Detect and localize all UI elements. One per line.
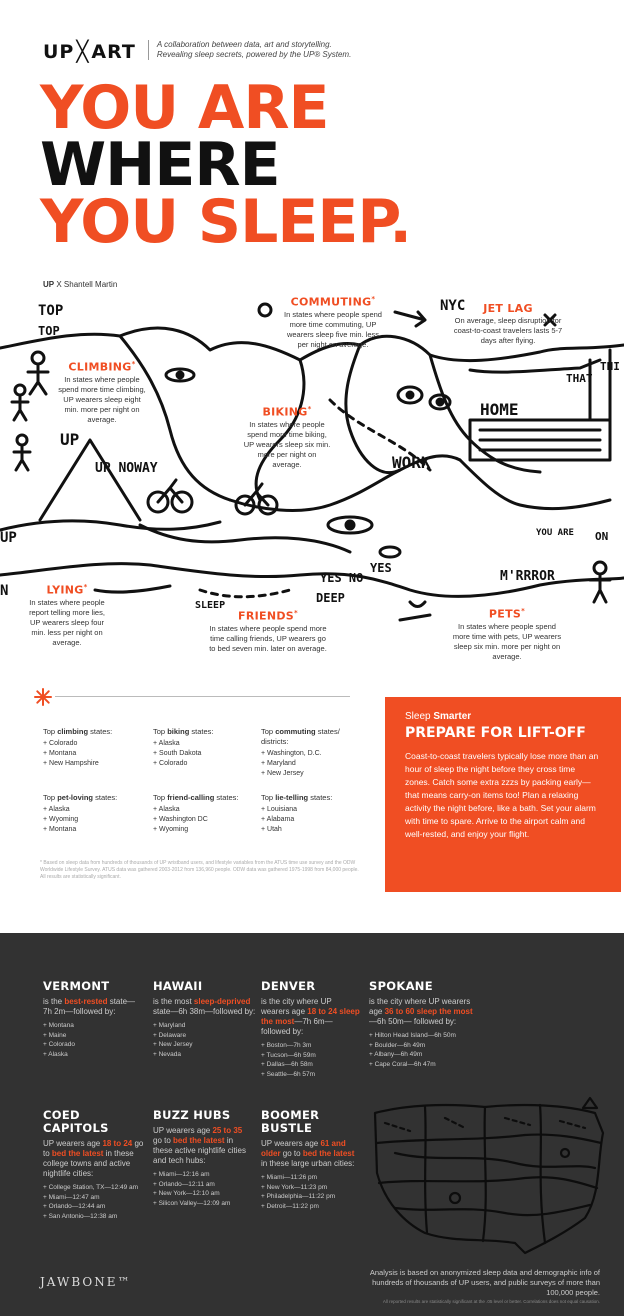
- word-work: WORK: [392, 453, 431, 472]
- word-n: N: [0, 583, 9, 599]
- section-divider: [55, 696, 350, 697]
- us-map-drawing: [365, 1093, 610, 1258]
- callout-commuting: COMMUTING* In states where people spend more time commuting, UP wearers sleep five min. less per night on average.: [284, 295, 382, 349]
- top-biking-states: Top biking states: + Alaska + South Dakota + Colorado: [153, 727, 214, 767]
- jawbone-logo: JAWBONE™: [40, 1275, 132, 1289]
- word-yes-no: YES NO: [320, 571, 364, 585]
- up-x-art-logo: UP ╳ ART: [43, 39, 136, 63]
- sleep-smarter-title: PREPARE FOR LIFT-OFF: [405, 725, 586, 741]
- word-top: TOP: [38, 303, 64, 319]
- word-on: ON: [595, 530, 609, 543]
- buzz-hubs-block: BUZZ HUBS UP wearers age 25 to 35 go to bed the latest in these active nightlife cities and tech hubs: + Miami—12:16 am + Orlando—12:11 am + New York—12:10 am + Silicon Valley—12:09 am: [153, 1108, 246, 1207]
- word-yes: YES: [370, 561, 392, 575]
- word-mirror: M'RRROR: [500, 569, 555, 584]
- hawaii-block: HAWAII is the most sleep-deprived state—6h 38m—followed by: + Maryland + Delaware + New Jersey + Nevada: [153, 979, 256, 1058]
- word-that: THAT: [566, 372, 593, 385]
- word-up-noway: UP NOWAY: [95, 461, 158, 476]
- word-this: THI: [600, 360, 620, 373]
- word-you-are: YOU ARE: [536, 528, 574, 538]
- coed-capitols-block: COED CAPITOLS UP wearers age 18 to 24 go to bed the latest in these college towns and active nightlife cities: + College Station, TX—12:49 am + Miami—12:47 am + Orlando—12:44 am + San Antonio—12:38 am: [43, 1108, 144, 1220]
- callout-climbing: CLIMBING* In states where people spend more time climbing, UP wearers sleep eight min. more per night on average.: [58, 360, 146, 424]
- word-top-2: TOP: [38, 324, 60, 338]
- analysis-note: Analysis is based on anonymized sleep data and demographic info of hundreds of thousands of UP users, and public surveys of more than 100,000 people. All reported results are statistically significant at the .05 level or better. Correlations does not equal causation.: [369, 1268, 600, 1304]
- vermont-block: VERMONT is the best-rested state— 7h 2m—followed by: + Montana + Maine + Colorado + Alaska: [43, 979, 136, 1058]
- callout-biking: BIKING* In states where people spend more time biking, UP wearers sleep six min. more per night on average.: [243, 405, 331, 469]
- footnote: * Based on sleep data from hundreds of thousands of UP wristband users, and lifestyle variables from the ATUS time use survey and the ODW Worldwide Lifestyle Survey. ATUS data was gathered 2003-2012 from 136,960 people. ODW data was gathered 1975-1998 from 84,000 people. All results are statistically significant.: [40, 860, 359, 880]
- callout-friends: FRIENDS* In states where people spend more time calling friends, UP wearers go to bed seven min. later on average.: [209, 609, 327, 653]
- brand-row: [43, 40, 368, 63]
- callout-jet-lag: JET LAG On average, sleep disruption for coast-to-coast travelers lasts 5-7 days after flying.: [453, 302, 563, 345]
- top-commuting-states: Top commuting states/ districts: + Washington, D.C. + Maryland + New Jersey: [261, 727, 340, 777]
- spokane-block: SPOKANE is the city where UP wearers age 36 to 60 sleep the most—6h 50m— followed by: + Hilton Head Island—6h 50m + Boulder—6h 49m + Albany—6h 49m + Cape Coral—6h 47m: [369, 979, 473, 1068]
- asterisk-icon: [34, 688, 52, 706]
- word-up-2: UP: [0, 530, 17, 546]
- word-nyc: NYC: [440, 298, 466, 314]
- denver-block: DENVER is the city where UP wearers age 18 to 24 sleep the most—7h 6m— followed by: + Boston—7h 3m + Tucson—6h 59m + Dallas—6h 58m + Seattle—6h 57m: [261, 979, 360, 1078]
- word-deep: DEEP: [316, 591, 345, 605]
- word-home: HOME: [480, 400, 519, 419]
- top-climbing-states: Top climbing states: + Colorado + Montana + New Hampshire: [43, 727, 113, 767]
- word-sleep: SLEEP: [195, 600, 226, 611]
- boomer-bustle-block: BOOMER BUSTLE UP wearers age 61 and older go to bed the latest in these large urban cities: + Miami—11:26 pm + New York—11:23 pm + Philadelphia—11:22 pm + Detroit—11:22 pm: [261, 1108, 355, 1210]
- tagline: A collaboration between data, art and storytelling. Revealing sleep secrets, powered by the UP® System.: [148, 40, 368, 60]
- top-lie-telling-states: Top lie-telling states: + Louisiana + Alabama + Utah: [261, 793, 333, 833]
- main-headline: YOU ARE WHERE YOU SLEEP.: [40, 73, 412, 257]
- top-friend-calling-states: Top friend-calling states: + Alaska + Washington DC + Wyoming: [153, 793, 239, 833]
- top-pet-loving-states: Top pet-loving states: + Alaska + Wyoming + Montana: [43, 793, 118, 833]
- sleep-smarter-box: Sleep Smarter PREPARE FOR LIFT-OFF Coast-to-coast travelers typically lose more than an hour of sleep the night before they cross time zones. Catch some extra zzzs by packing early—that means carry-on items too! Plan a relaxing activity the night before, like a bath. Set your alarm with time to spare. Arrive to the airport calm and well-rested, and enjoy your flight.: [385, 697, 621, 892]
- callout-lying: LYING* In states where people report telling more lies, UP wearers sleep four min. less per night on average.: [29, 583, 105, 647]
- artist-credit: UP X Shantell Martin: [43, 280, 118, 289]
- callout-pets: PETS* In states where people spend more time with pets, UP wearers sleep six min. more per night on average.: [452, 607, 562, 661]
- sleep-smarter-body: Coast-to-coast travelers typically lose more than an hour of sleep the night before they cross time zones. Catch some extra zzzs by packing early—that means carry-on items too! Plan a relaxing activity the night before, like a bath. Set your alarm with time to spare. Arrive to the airport calm and well-rested, and enjoy your flight.: [405, 751, 599, 839]
- word-up: UP: [60, 430, 80, 449]
